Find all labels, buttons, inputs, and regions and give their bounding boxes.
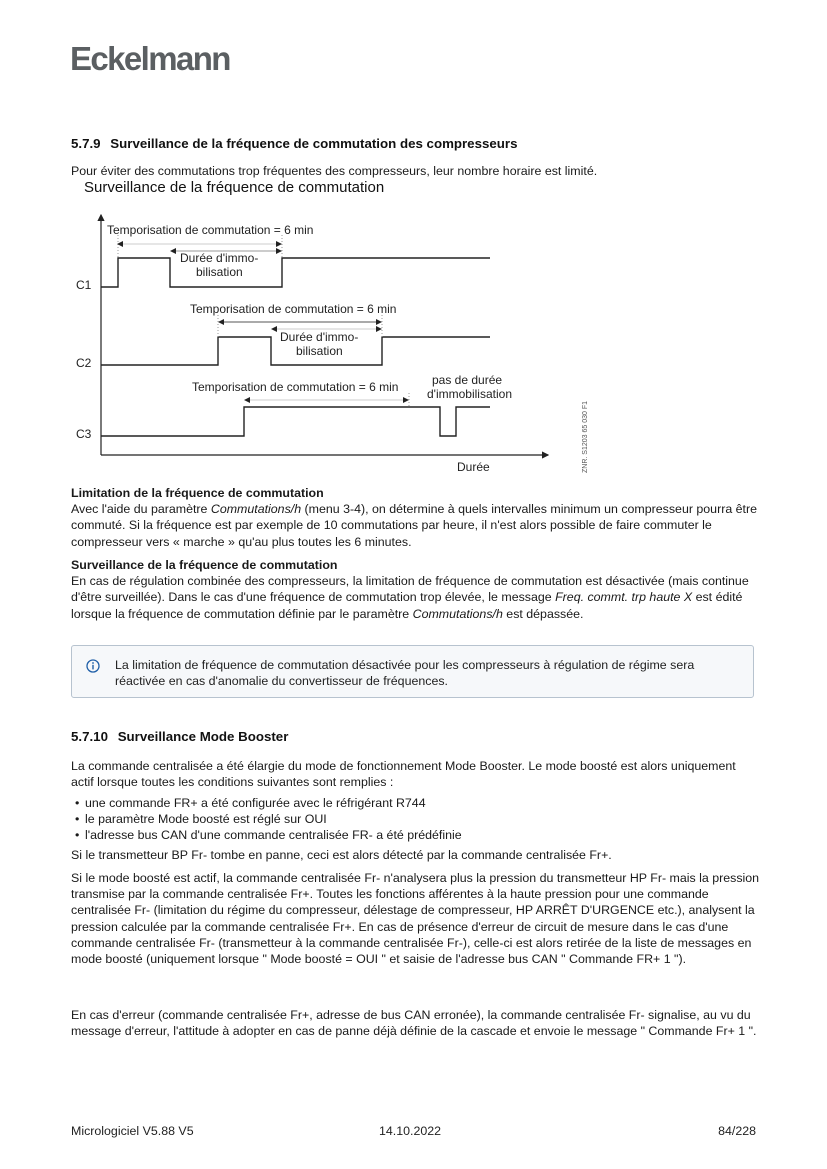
c1-label: C1 — [76, 278, 92, 292]
c1-temporisation-label: Temporisation de commutation = 6 min — [107, 223, 314, 237]
surveillance-block — [71, 557, 761, 622]
figure-title: Surveillance de la fréquence de commutation — [84, 179, 385, 196]
note-text: La limitation de fréquence de commutation désactivée pour les compresseurs à régulation de régime sera réactivée en cas d'anomalie du convertisseur de fréquences. — [115, 658, 695, 688]
section-title: Surveillance de la fréquence de commutation des compresseurs — [110, 136, 518, 151]
limitation-heading: Limitation de la fréquence de commutation — [71, 486, 324, 500]
c3-label: C3 — [76, 427, 92, 441]
info-icon — [86, 659, 100, 673]
surveillance-heading: Surveillance de la fréquence de commutation — [71, 558, 338, 572]
svg-text:Durée d'immo-: Durée d'immo- — [280, 330, 359, 344]
switching-frequency-diagram — [70, 205, 610, 480]
booster-para-2: Si le mode boosté est actif, la commande centralisée Fr- n'analysera plus la pression du transmetteur HP Fr- mais la pression transmise par la commande centralisée Fr+. Toutes les fonctions afférentes à la haute pression pour une commande centralisée Fr- (limitation du régime du compresseur, délestage de compresseur, HP ARRÊT D'URGENCE etc.), analysent la pression calculée par la commande centralisée Fr+. En cas de présence d'erreur de circuit de mesure dans le cas d'une commande centralisée Fr- (transmetteur à la commande centralisée Fr-), celle-ci est alors retirée de la liste de messages en mode boosté (uniquement lorsque " Mode boosté = OUI " et saisie de l'adresse bus CAN " Commande FR+ 1 "). — [71, 871, 760, 967]
svg-text:pas de durée: pas de durée — [432, 373, 503, 387]
c2-temporisation-label: Temporisation de commutation = 6 min — [190, 302, 397, 316]
list-item: • le paramètre Mode boosté est réglé sur OUI — [71, 811, 462, 827]
footer-software: Micrologiciel V5.88 V5 — [71, 1124, 194, 1138]
footer-page: 84/228 — [718, 1124, 756, 1138]
limitation-block — [71, 485, 761, 550]
figure-id: ZNR. S1203 65 030 F1 — [582, 401, 589, 473]
footer-date: 14.10.2022 — [379, 1124, 442, 1138]
booster-para-1: Si le transmetteur BP Fr- tombe en panne, ceci est alors détecté par la commande centralisée Fr+. — [71, 848, 612, 862]
booster-conditions-list — [71, 795, 462, 843]
svg-text:bilisation: bilisation — [196, 265, 243, 279]
booster-intro: La commande centralisée a été élargie du mode de fonctionnement Mode Booster. Le mode boosté est alors uniquement actif lorsque toutes les conditions suivantes sont remplies : — [71, 759, 736, 790]
svg-text:Durée d'immo-: Durée d'immo- — [180, 251, 259, 265]
section-intro: Pour éviter des commutations trop fréquentes des compresseurs, leur nombre horaire est limité. — [71, 164, 598, 178]
info-note — [71, 645, 754, 698]
svg-text:d'immobilisation: d'immobilisation — [427, 387, 512, 401]
c3-temporisation-label: Temporisation de commutation = 6 min — [192, 380, 399, 394]
booster-para-3: En cas d'erreur (commande centralisée Fr+, adresse de bus CAN erronée), la commande centralisée Fr- signalise, au vu du message d'erreur, l'attitude à adopter en cas de panne déjà définie de la cascade et envoie le message " Commande Fr+ 1 ". — [71, 1008, 757, 1039]
list-item: • l'adresse bus CAN d'une commande centralisée FR- a été prédéfinie — [71, 827, 462, 843]
section-heading-5710: 5.7.10 Surveillance Mode Booster — [71, 729, 289, 744]
section-number: 5.7.9 — [71, 136, 101, 151]
surveillance-text: En cas de régulation combinée des compresseurs, la limitation de fréquence de commutation est désactivée (mais continue d'être surveillée). Dans le cas d'une fréquence de commutation trop élevée, le message Freq. commt. trp haute X est édité lorsque la fréquence de commutation définie par le paramètre Commutations/h est dépassée. — [71, 574, 749, 621]
section-heading-579 — [71, 136, 517, 151]
c2-label: C2 — [76, 356, 92, 370]
limitation-text: Avec l'aide du paramètre Commutations/h (menu 3-4), on détermine à quels intervalles minimum un compresseur pourra être commuté. Si la fréquence est par exemple de 10 commutations par heure, il n'est alors possible de faire commuter le compresseur vers « marche » qu'au plus toutes les 6 minutes. — [71, 502, 758, 549]
list-item: • une commande FR+ a été configurée avec le réfrigérant R744 — [71, 795, 462, 811]
eckelmann-logo: Eckelmann — [70, 40, 230, 77]
x-axis-label: Durée — [457, 460, 490, 474]
svg-text:bilisation: bilisation — [296, 344, 343, 358]
